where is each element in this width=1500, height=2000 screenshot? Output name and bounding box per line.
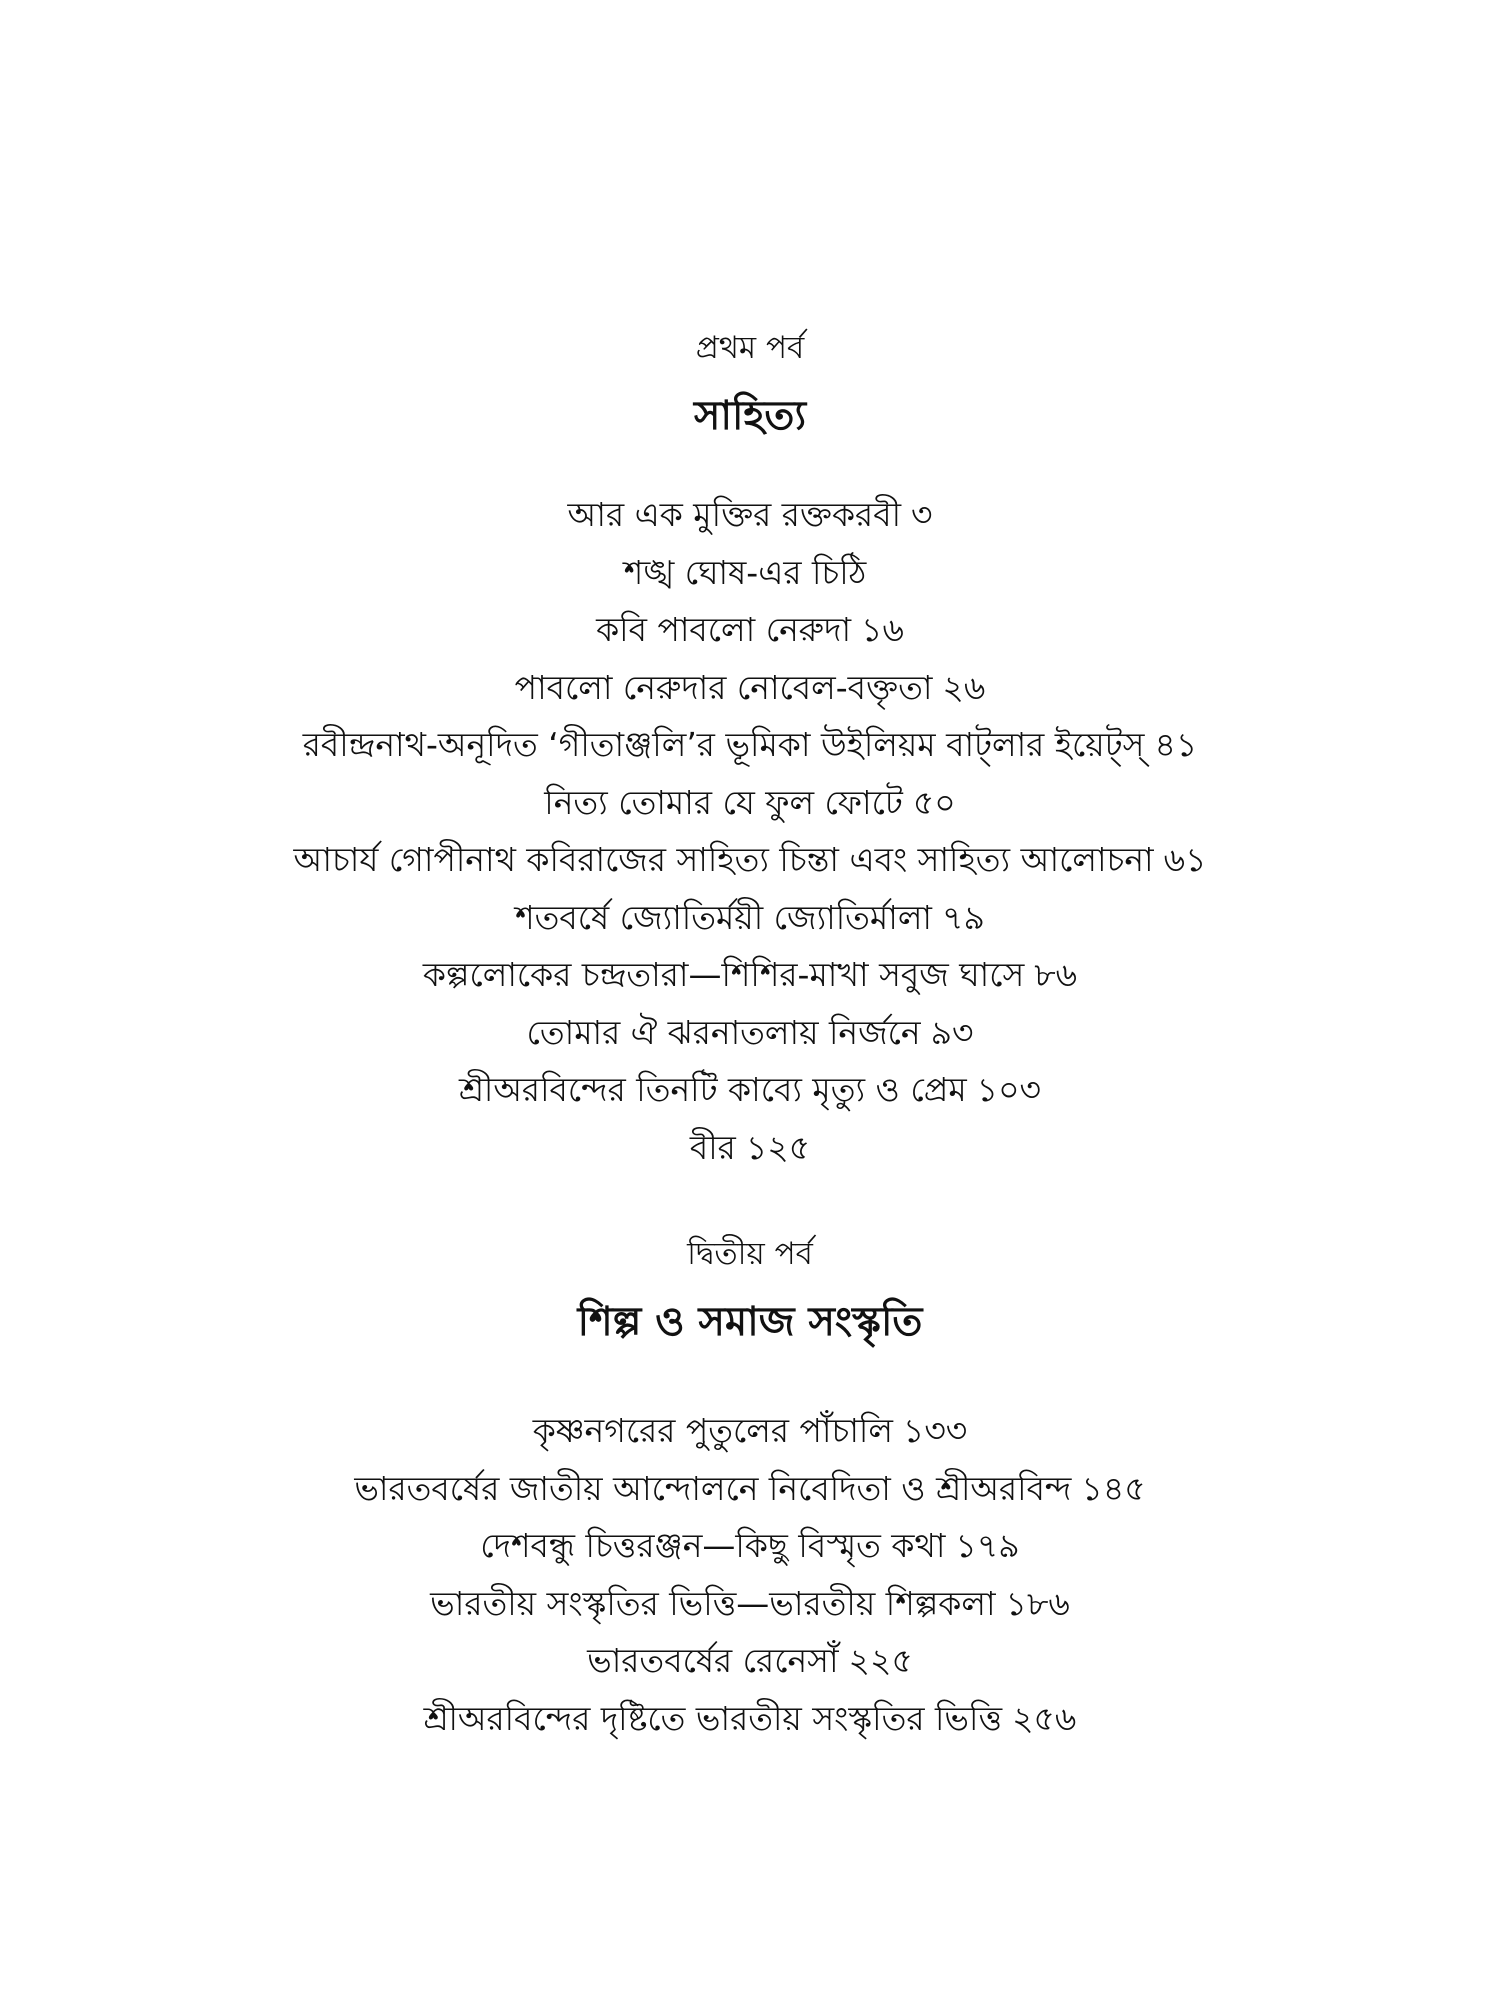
entry-title: শ্রীঅরবিন্দের তিনটি কাব্যে মৃত্যু ও প্রেম	[459, 1070, 967, 1109]
toc-entry	[0, 1690, 1500, 1748]
entry-title: কৃষ্ণনগরের পুতুলের পাঁচালি	[532, 1411, 893, 1450]
entry-title: শতবর্ষে জ্যোতির্ময়ী জ্যোতির্মালা	[515, 897, 932, 937]
toc-entry	[0, 659, 1500, 717]
part-two-title: শিল্প ও সমাজ সংস্কৃতি	[577, 1299, 923, 1345]
part-one-label: প্রথম পর্ব	[695, 330, 805, 366]
toc-entry	[0, 1061, 1500, 1119]
entry-page-number: ১২৫	[745, 1127, 811, 1167]
part-two-label: দ্বিতীয় পর্ব	[687, 1236, 813, 1272]
entry-title: তোমার ঐ ঝরনাতলায় নির্জনে	[526, 1012, 921, 1052]
entry-page-number: ৫০	[912, 782, 956, 822]
toc-entry	[0, 1402, 1500, 1460]
entry-page-number: ৬১	[1163, 840, 1207, 879]
entry-page-number: ৪১	[1154, 725, 1198, 764]
entry-page-number: ২২৫	[848, 1641, 913, 1680]
entry-title: পাবলো নেরুদার নোবেল-বক্তৃতা	[514, 667, 933, 707]
entry-page-number: ৭৯	[941, 897, 985, 937]
entry-page-number: ১৩৩	[902, 1411, 968, 1450]
toc-entry	[0, 486, 1500, 544]
entry-title: কল্পলোকের চন্দ্রতারা—শিশির-মাখা সবুজ ঘাসে	[422, 955, 1025, 994]
toc-entry	[0, 1632, 1500, 1690]
toc-entry	[0, 1460, 1500, 1518]
entry-title: ভারতবর্ষের জাতীয় আন্দোলনে নিবেদিতা ও শ্রীঅরবিন্দ	[354, 1468, 1072, 1508]
part-two	[0, 1234, 1500, 1747]
part-one-entries	[0, 486, 1500, 1176]
entry-page-number: ১০৩	[976, 1070, 1041, 1109]
toc-entry	[0, 831, 1500, 889]
entry-page-number: ১৭৯	[955, 1526, 1020, 1565]
entry-title: শঙ্খ ঘোষ-এর চিঠি	[623, 552, 867, 592]
entry-title: ভারতবর্ষের রেনেসাঁ	[587, 1641, 839, 1680]
entry-page-number: ২৬	[942, 667, 986, 707]
part-one	[0, 328, 1500, 1176]
entry-title: দেশবন্ধু চিত্তরঞ্জন—কিছু বিস্মৃত কথা	[480, 1526, 946, 1565]
toc-entry	[0, 601, 1500, 659]
toc-entry	[0, 1004, 1500, 1062]
entry-title: ভারতীয় সংস্কৃতির ভিত্তি—ভারতীয় শিল্পকলা	[430, 1583, 996, 1623]
entry-page-number: ৯৩	[930, 1012, 974, 1052]
entry-title: রবীন্দ্রনাথ-অনূদিত ‘গীতাঞ্জলি’র ভূমিকা উইলিয়ম বাট্‌লার ইয়েট্‌স্‌	[302, 725, 1145, 764]
entry-page-number: ১৮৬	[1005, 1583, 1070, 1623]
entry-page-number: ৮৬	[1034, 955, 1078, 994]
entry-page-number: ১৬	[861, 610, 904, 649]
entry-title: আচার্য গোপীনাথ কবিরাজের সাহিত্য চিন্তা এবং সাহিত্য আলোচনা	[293, 840, 1154, 879]
toc-entry	[0, 1575, 1500, 1633]
entry-title: শ্রীঅরবিন্দের দৃষ্টিতে ভারতীয় সংস্কৃতির ভিত্তি	[423, 1698, 1003, 1738]
toc-entry	[0, 946, 1500, 1004]
entry-page-number: ৩	[911, 495, 933, 534]
entry-page-number: ২৫৬	[1012, 1698, 1077, 1738]
toc-entry	[0, 1119, 1500, 1177]
toc-entry	[0, 544, 1500, 602]
toc-entry	[0, 716, 1500, 774]
entry-title: কবি পাবলো নেরুদা	[596, 610, 852, 649]
entry-page-number: ১৪৫	[1081, 1468, 1146, 1508]
toc-entry	[0, 1517, 1500, 1575]
part-two-entries	[0, 1402, 1500, 1747]
entry-title: আর এক মুক্তির রক্তকরবী	[567, 495, 902, 534]
toc-entry	[0, 774, 1500, 832]
entry-title: বীর	[689, 1127, 736, 1167]
part-one-title: সাহিত্য	[693, 393, 807, 439]
entry-title: নিত্য তোমার যে ফুল ফোটে	[544, 782, 903, 822]
toc-entry	[0, 889, 1500, 947]
